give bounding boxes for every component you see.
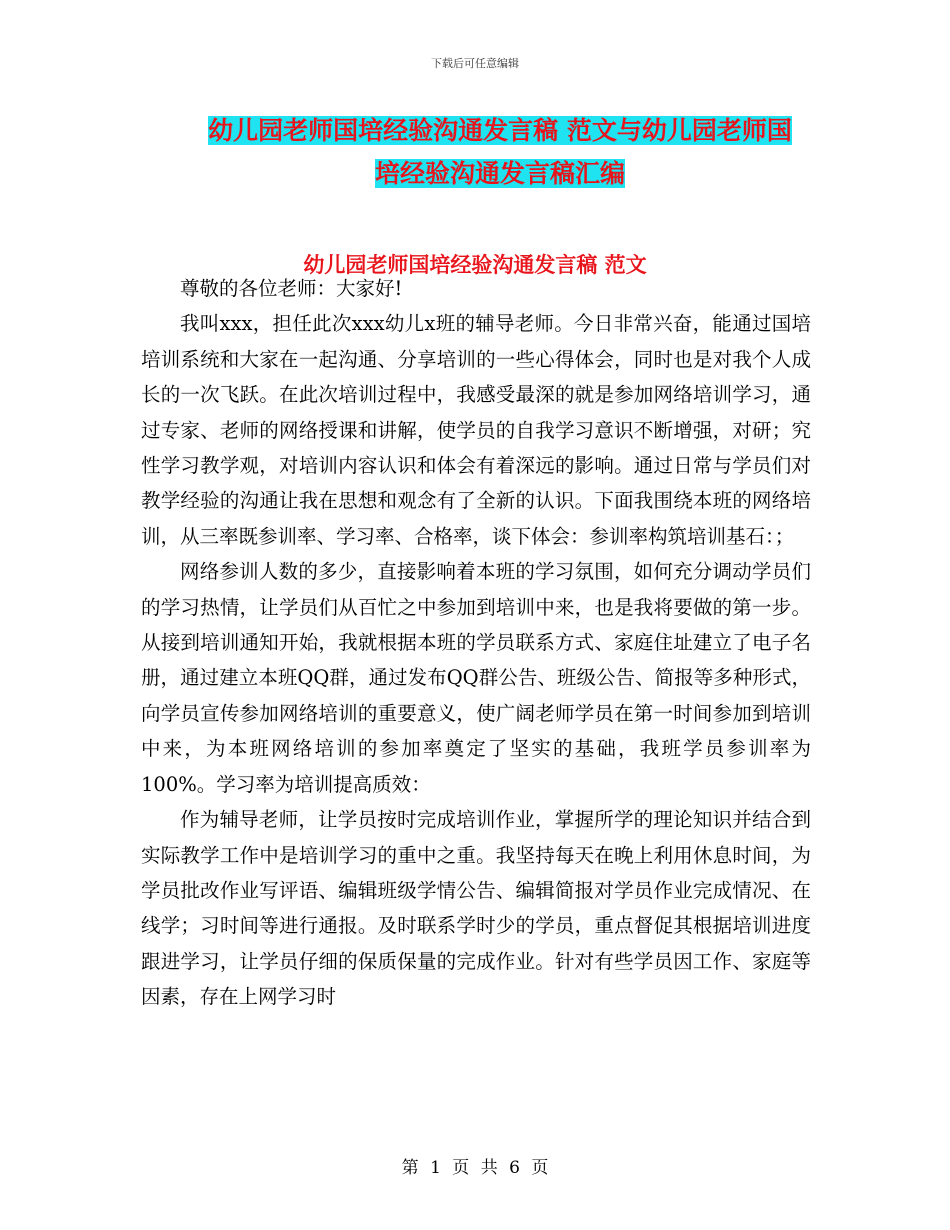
page-footer: 第 1 页 共 6 页 <box>401 1158 549 1178</box>
paragraph-participation: 网络参训人数的多少，直接影响着本班的学习氛围，如何充分调动学员们的学习热情，让学员们从百忙之中参加到培训中来，也是我将要做的第一步。从接到培训通知开始，我就根据本班的学员联系方式、家庭住址建立了电子名册，通过建立本班QQ群，通过发布QQ群公告、班级公告、简报等多种形式，向学员宣传参加网络培训的重要意义，使广阔老师学员在第一时间参加到培训中来，为本班网络培训的参加率奠定了坚实的基础，我班学员参训率为100%。学习率为培训提高质效： <box>141 560 811 796</box>
paragraph-greeting: 尊敬的各位老师：大家好! <box>180 277 403 300</box>
header-note: 下载后可任意编辑 <box>431 57 519 70</box>
document-title <box>140 109 860 195</box>
body-text <box>141 271 811 1015</box>
paragraph-study-rate: 作为辅导老师，让学员按时完成培训作业，掌握所学的理论知识并结合到实际教学工作中是培训学习的重中之重。我坚持每天在晚上利用休息时间，为学员批改作业写评语、编辑班级学情公告、编辑简报对学员作业完成情况、在线学；习时间等进行通报。及时联系学时少的学员，重点督促其根据培训进度跟进学习，让学员仔细的保质保量的完成作业。针对有些学员因工作、家庭等因素，存在上网学习时 <box>141 808 811 1009</box>
paragraph-intro: 我叫xxx，担任此次xxx幼儿x班的辅导老师。今日非常兴奋，能通过国培培训系统和大家在一起沟通、分享培训的一些心得体会，同时也是对我个人成长的一次飞跃。在此次培训过程中，我感受最深的就是参加网络培训学习，通过专家、老师的网络授课和讲解，使学员的自我学习意识不断增强，对研；究性学习教学观，对培训内容认识和体会有着深远的影响。通过日常与学员们对教学经验的沟通让我在思想和观念有了全新的认识。下面我围绕本班的网络培训，从三率既参训率、学习率、合格率，谈下体会：参训率构筑培训基石：； <box>141 312 811 548</box>
title-line-2: 培经验沟通发言稿汇编 <box>374 159 625 188</box>
section-title: 幼儿园老师国培经验沟通发言稿 范文 <box>303 253 647 277</box>
title-line-1: 幼儿园老师国培经验沟通发言稿 范文与幼儿园老师国 <box>208 116 792 145</box>
